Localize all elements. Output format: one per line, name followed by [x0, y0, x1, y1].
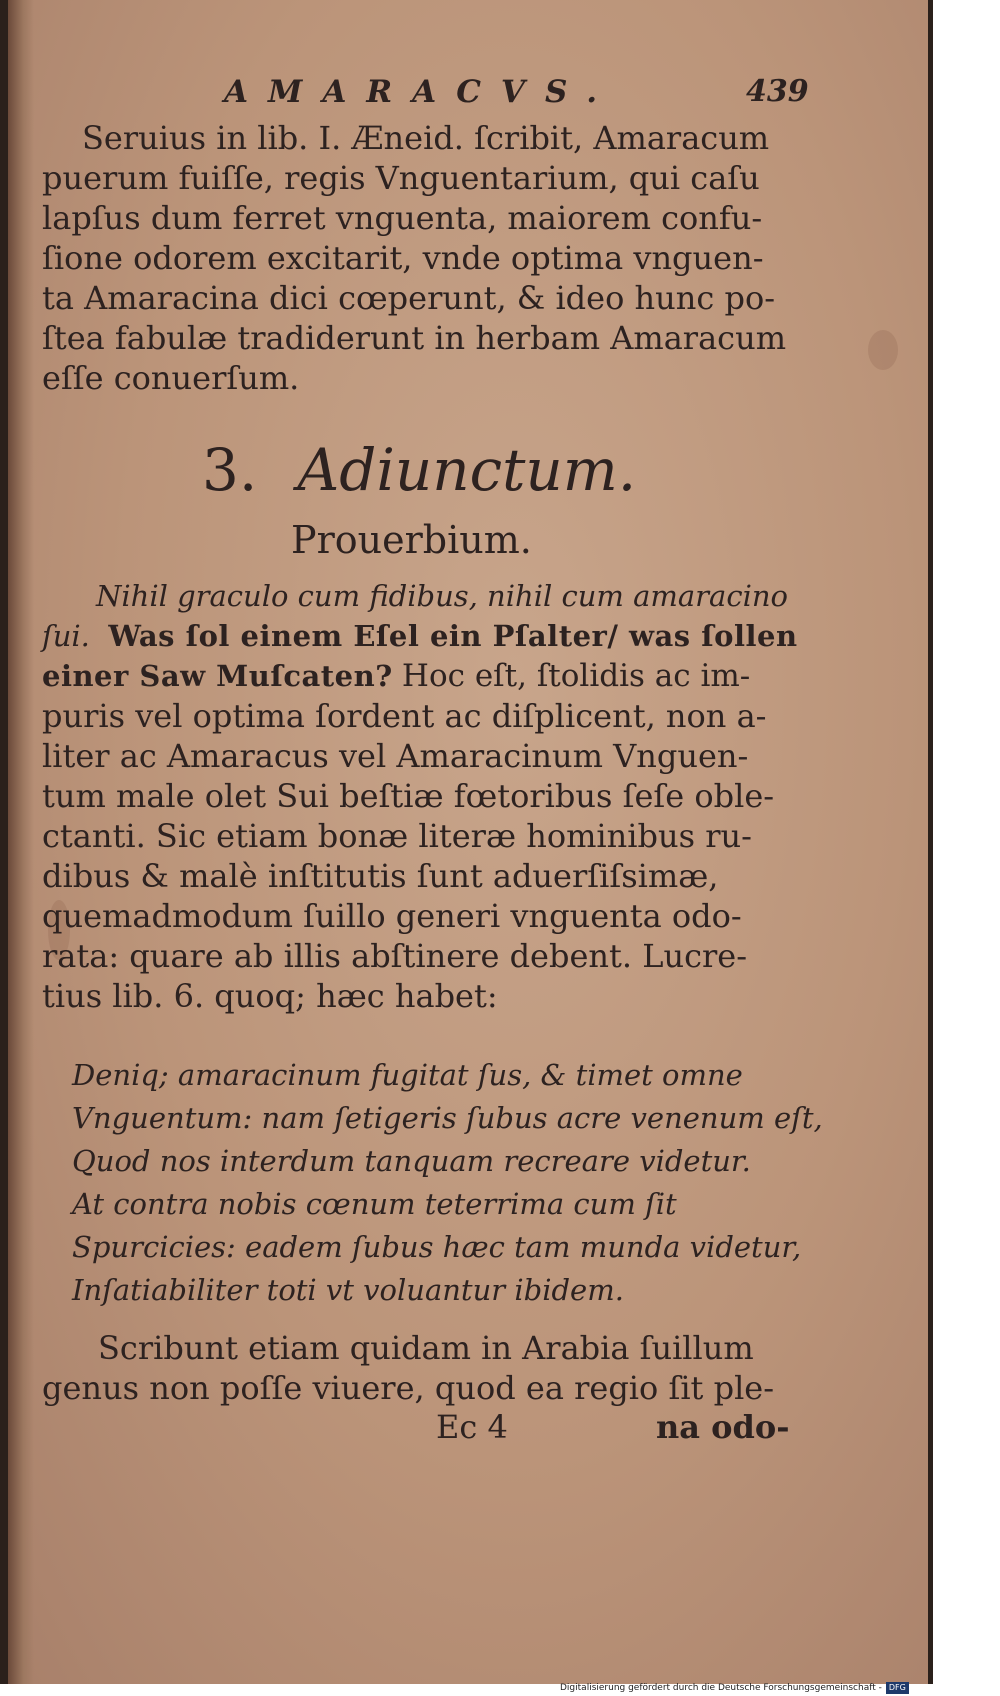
text-line: ta Amaracina dici cœperunt, & ideo hunc po- — [42, 279, 776, 317]
page-gutter-shadow — [8, 0, 34, 1684]
digitization-credit — [560, 1680, 909, 1696]
text-line: ſtea fabulæ tradiderunt in herbam Amaracum — [42, 319, 787, 357]
signature-mark: Ec 4 — [436, 1408, 508, 1446]
section-heading — [202, 436, 636, 504]
text-line: liter ac Amaracus vel Amaracinum Vnguen- — [42, 737, 749, 775]
text-line: tius lib. 6. quoq; hæc habet: — [42, 977, 498, 1015]
text-line: Nihil graculo cum fidibus, nihil cum amaracino — [96, 579, 788, 613]
text-line: ctanti. Sic etiam bonæ literæ hominibus ru- — [42, 817, 752, 855]
latin-text: Hoc eſt, ſtolidis ac im- — [401, 658, 751, 694]
verse-line: Inſatiabiliter toti vt voluantur ibidem. — [72, 1273, 624, 1307]
text-line — [42, 656, 750, 696]
section-title: Adiunctum. — [297, 436, 637, 504]
verse-line: Spurcicies: eadem ſubus hæc tam munda videtur, — [72, 1230, 802, 1264]
verse-line: Quod nos interdum tanquam recreare videtur. — [72, 1144, 751, 1178]
text-line: tum male olet Sui beſtiæ fœtoribus ſeſe oble- — [42, 777, 775, 815]
verse-line: Vnguentum: nam ſetigeris ſubus acre venenum eſt, — [72, 1101, 823, 1135]
german-text: einer Saw Muſcaten? — [42, 659, 393, 693]
verse-line: At contra nobis cœnum teterrima cum ſit — [72, 1187, 677, 1221]
text-line: ſione odorem excitarit, vnde optima vnguen- — [42, 239, 764, 277]
text-line: eſſe conuerſum. — [42, 359, 300, 397]
text-line: puris vel optima ſordent ac diſplicent, non a- — [42, 697, 767, 735]
running-head: AMARACVS. — [224, 74, 618, 110]
catchword: na odo- — [656, 1408, 790, 1446]
verse-line: Deniq; amaracinum fugitat ſus, & timet omne — [72, 1058, 743, 1092]
page-number: 439 — [746, 74, 809, 109]
section-subtitle: Prouerbium. — [291, 518, 532, 562]
dfg-logo: DFG — [886, 1682, 909, 1694]
book-page — [8, 0, 928, 1684]
text-line: rata: quare ab illis abſtinere debent. Lucre- — [42, 937, 748, 975]
text-line — [42, 616, 798, 656]
section-number: 3. — [202, 436, 258, 504]
text-line: genus non poſſe viuere, quod ea regio ſit ple- — [42, 1369, 775, 1407]
paper-stain — [868, 330, 898, 370]
german-text: Was ſol einem Eſel ein Pſalter/ was ſollen — [108, 619, 798, 653]
latin-text: ſui. — [42, 619, 90, 653]
text-line: dibus & malè inſtitutis ſunt aduerſiſsimæ, — [42, 857, 719, 895]
text-line: lapſus dum ferret vnguenta, maiorem confu- — [42, 199, 763, 237]
text-line: quemadmodum ſuillo generi vnguenta odo- — [42, 897, 742, 935]
text-line: Seruius in lib. I. Æneid. ſcribit, Amaracum — [82, 119, 770, 157]
credit-text: Digitalisierung gefördert durch die Deutsche Forschungsgemeinschaft - — [560, 1683, 882, 1693]
text-line: Scribunt etiam quidam in Arabia ſuillum — [98, 1329, 754, 1367]
text-line: puerum fuiſſe, regis Vnguentarium, qui caſu — [42, 159, 760, 197]
